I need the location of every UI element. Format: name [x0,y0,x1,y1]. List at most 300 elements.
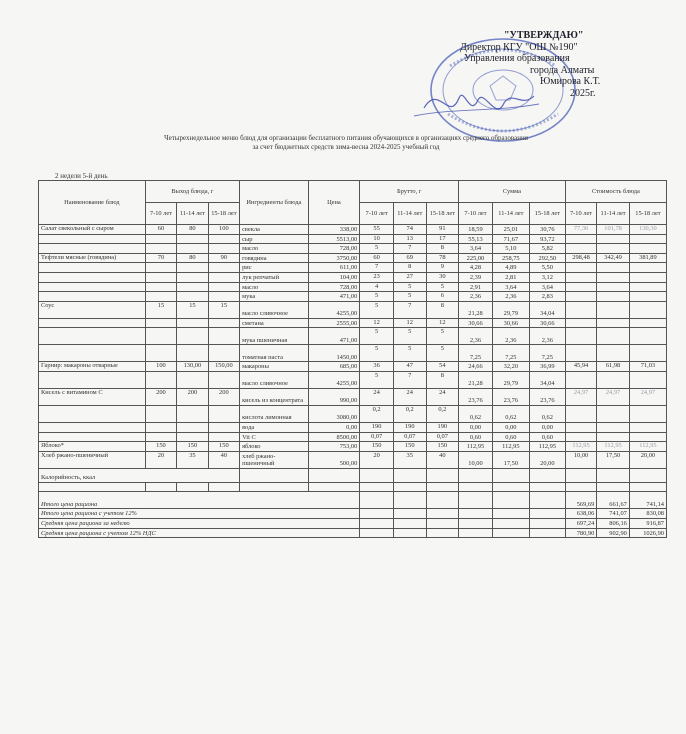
dish-name [39,345,146,362]
empty-cell [492,492,529,509]
approval-block [444,30,674,99]
title-line-2: за счет бюджетных средств зима-весна 2024-2025 учебный год [252,143,440,151]
cost-cell: 101,78 [597,225,630,235]
output-cell [145,244,176,254]
cost-cell [629,263,666,273]
gross-cell: 0,07 [426,432,459,442]
sum-cell: 225,00 [459,253,493,263]
sum-cell: 258,75 [492,253,529,263]
gross-cell: 0,2 [360,405,394,422]
sum-cell: 23,76 [459,388,493,405]
empty-cell [360,492,394,509]
ingredient-name: масло [240,244,309,254]
price-cell: 8500,00 [308,432,360,442]
dish-name [39,318,146,328]
ingredient-name: вода [240,422,309,432]
price-cell: 338,00 [308,225,360,235]
cost-cell [597,432,630,442]
ingredient-name: мука [240,292,309,302]
table-row [39,371,667,388]
price-cell: 685,00 [308,362,360,372]
cost-cell [565,272,596,282]
gross-cell: 54 [426,362,459,372]
empty-cell [529,492,565,509]
price-cell: 471,00 [308,328,360,345]
output-cell [208,328,239,345]
header-age3: 15-18 лет [208,203,239,225]
sum-cell: 7,25 [459,345,493,362]
cost-cell [629,282,666,292]
ingredient-name: масло [240,282,309,292]
price-cell: 104,00 [308,272,360,282]
gross-cell: 150 [426,442,459,452]
cost-cell [565,292,596,302]
sum-cell: 20,00 [529,451,565,468]
gross-cell: 24 [360,388,394,405]
gross-cell: 5 [360,371,394,388]
total-value: 780,90 [565,528,596,538]
price-cell: 5513,00 [308,234,360,244]
total-value: 741,14 [629,492,666,509]
header-age2: 11-14 лет [177,203,208,225]
dish-name [39,244,146,254]
approval-line-6: 2025г. [570,87,596,99]
sum-cell: 71,67 [492,234,529,244]
gross-cell: 5 [426,282,459,292]
total-label: Средняя цена рациона за неделю [39,518,360,528]
sum-cell: 2,91 [459,282,493,292]
output-cell [177,371,208,388]
cost-cell [597,405,630,422]
output-cell [208,405,239,422]
price-cell: 1450,00 [308,345,360,362]
sum-cell: 3,64 [529,282,565,292]
sum-cell: 21,28 [459,301,493,318]
dish-name [39,432,146,442]
ingredient-name: сыр [240,234,309,244]
table-row [39,234,667,244]
menu-table [38,180,667,538]
header-age1: 7-10 лет [145,203,176,225]
gross-cell: 24 [426,388,459,405]
sum-cell: 0,62 [529,405,565,422]
sum-cell: 0,60 [492,432,529,442]
output-cell [208,292,239,302]
output-cell: 150 [177,442,208,452]
output-cell: 15 [177,301,208,318]
output-cell: 150,00 [208,362,239,372]
sum-cell: 29,79 [492,371,529,388]
cost-cell: 71,03 [629,362,666,372]
sum-cell: 34,04 [529,301,565,318]
empty-cell [492,482,529,492]
empty-cell [459,468,493,482]
empty-cell [597,482,630,492]
output-cell [145,318,176,328]
output-cell: 15 [145,301,176,318]
gross-cell: 13 [393,234,426,244]
sum-cell: 2,39 [459,272,493,282]
cost-cell [597,318,630,328]
sum-cell: 7,25 [492,345,529,362]
price-cell: 2555,00 [308,318,360,328]
empty-cell [426,468,459,482]
sum-cell: 112,95 [459,442,493,452]
gross-cell: 5 [393,292,426,302]
table-row [39,405,667,422]
empty-cell [145,482,176,492]
total-row [39,492,667,509]
ingredient-name: кислота лимонная [240,405,309,422]
empty-cell [529,509,565,519]
cost-cell: 61,98 [597,362,630,372]
cost-cell: 24,97 [565,388,596,405]
sum-cell: 23,76 [529,388,565,405]
sum-cell: 0,62 [492,405,529,422]
gross-cell: 7 [393,301,426,318]
approval-line-2: Директор КГУ "ОШ №190" [460,41,578,53]
cost-cell: 77,36 [565,225,596,235]
output-cell [145,234,176,244]
header-gross: Брутто, г [360,181,459,203]
price-cell: 3080,00 [308,405,360,422]
sum-cell: 0,60 [529,432,565,442]
gross-cell: 7 [393,244,426,254]
table-row [39,451,667,468]
price-cell: 728,00 [308,244,360,254]
cost-cell [565,345,596,362]
empty-cell [629,468,666,482]
sum-cell: 30,76 [529,225,565,235]
empty-cell [393,468,426,482]
approval-line-3: Управления образования [464,53,570,64]
ingredient-name: томатная паста [240,345,309,362]
ingredient-name: масло сливочное [240,371,309,388]
cost-cell [597,328,630,345]
output-cell: 90 [208,253,239,263]
sum-cell: 5,10 [492,244,529,254]
price-cell: 611,00 [308,263,360,273]
output-cell [145,422,176,432]
gross-cell: 5 [393,345,426,362]
sum-cell: 112,95 [529,442,565,452]
gross-cell: 20 [360,451,394,468]
gross-cell: 5 [360,345,394,362]
gross-cell: 7 [360,263,394,273]
header-ingredients: Ингредиенты блюда [240,181,309,225]
output-cell: 15 [208,301,239,318]
table-row [39,244,667,254]
table-row [39,388,667,405]
dish-name: Гарнир: макароны отварные [39,362,146,372]
sum-cell: 3,64 [492,282,529,292]
cost-cell [597,292,630,302]
empty-cell [426,509,459,519]
sum-cell: 292,50 [529,253,565,263]
output-cell: 80 [177,253,208,263]
total-value: 569,69 [565,492,596,509]
day-label: 2 недели 5-й день [55,172,108,180]
cost-cell [565,328,596,345]
output-cell: 35 [177,451,208,468]
table-row [39,422,667,432]
empty-cell [529,518,565,528]
gross-cell: 5 [426,345,459,362]
sum-cell: 21,28 [459,371,493,388]
cost-cell [629,422,666,432]
sum-cell: 30,66 [492,318,529,328]
gross-cell: 4 [360,282,394,292]
ingredient-name: мука пшеничная [240,328,309,345]
output-cell [145,405,176,422]
empty-cell [393,509,426,519]
output-cell: 200 [145,388,176,405]
output-cell [208,371,239,388]
gross-cell: 17 [426,234,459,244]
output-cell [145,272,176,282]
sum-cell: 0,62 [459,405,493,422]
dish-name: Кисель с витамином С [39,388,146,405]
header-age1: 7-10 лет [459,203,493,225]
price-cell: 471,00 [308,292,360,302]
cost-cell [629,405,666,422]
table-row [39,362,667,372]
output-cell [177,318,208,328]
sum-cell: 24,66 [459,362,493,372]
output-cell: 150 [208,442,239,452]
output-cell: 200 [177,388,208,405]
gross-cell: 5 [426,328,459,345]
sum-cell: 0,60 [459,432,493,442]
gross-cell: 6 [426,292,459,302]
total-value: 830,08 [629,509,666,519]
cost-cell [629,301,666,318]
output-cell [145,345,176,362]
sum-cell: 0,00 [529,422,565,432]
output-cell: 20 [145,451,176,468]
cost-cell [565,301,596,318]
sum-cell: 32,20 [492,362,529,372]
price-cell: 4255,00 [308,371,360,388]
cost-cell [597,244,630,254]
output-cell: 200 [208,388,239,405]
empty-cell [492,509,529,519]
empty-cell [360,528,394,538]
ingredient-name: макароны [240,362,309,372]
gross-cell: 12 [426,318,459,328]
header-age1: 7-10 лет [565,203,596,225]
price-cell: 990,00 [308,388,360,405]
header-dish: Наименование блюд [39,181,146,225]
ingredient-name: хлеб ржано-пшеничный [240,451,309,468]
output-cell [177,292,208,302]
cost-cell [565,263,596,273]
output-cell [177,234,208,244]
approval-line-5: Юмирова К.Т. [540,76,601,87]
sum-cell: 3,64 [459,244,493,254]
header-age3: 15-18 лет [629,203,666,225]
gross-cell: 5 [393,282,426,292]
cost-cell [629,272,666,282]
dish-name [39,292,146,302]
dish-name [39,272,146,282]
cost-cell [597,371,630,388]
cost-cell: 381,89 [629,253,666,263]
output-cell [177,405,208,422]
ingredient-name: масло сливочное [240,301,309,318]
sum-cell: 93,72 [529,234,565,244]
output-cell [208,432,239,442]
gross-cell: 8 [393,263,426,273]
gross-cell: 5 [360,301,394,318]
sum-cell: 112,95 [492,442,529,452]
document-title [96,134,596,152]
empty-cell [597,468,630,482]
gross-cell: 12 [360,318,394,328]
cost-cell [629,318,666,328]
output-cell [177,328,208,345]
table-row [39,253,667,263]
output-cell: 80 [177,225,208,235]
output-cell [145,282,176,292]
empty-cell [459,509,493,519]
gross-cell: 23 [360,272,394,282]
cost-cell [629,328,666,345]
empty-cell [426,492,459,509]
gross-cell: 78 [426,253,459,263]
gross-cell: 8 [426,371,459,388]
total-value: 661,67 [597,492,630,509]
ingredient-name: Vit C [240,432,309,442]
sum-cell: 2,36 [459,292,493,302]
sum-cell: 18,59 [459,225,493,235]
sum-cell: 30,66 [459,318,493,328]
gross-cell: 91 [426,225,459,235]
cost-cell: 20,00 [629,451,666,468]
table-row [39,292,667,302]
gross-cell: 55 [360,225,394,235]
empty-cell [426,518,459,528]
table-row [39,442,667,452]
price-cell: 500,00 [308,451,360,468]
cost-cell [597,422,630,432]
gross-cell: 35 [393,451,426,468]
gross-cell: 30 [426,272,459,282]
cost-cell [597,345,630,362]
empty-cell [459,492,493,509]
header-price: Цена [308,181,360,225]
total-value: 638,06 [565,509,596,519]
sum-cell: 55,13 [459,234,493,244]
output-cell [177,272,208,282]
empty-cell [360,518,394,528]
empty-cell [393,482,426,492]
cost-cell: 112,95 [565,442,596,452]
price-cell: 728,00 [308,282,360,292]
header-output: Выход блюда, г [145,181,239,203]
gross-cell: 40 [426,451,459,468]
cost-cell [629,432,666,442]
calories-row [39,468,667,482]
dish-name: Салат свекольный с сыром [39,225,146,235]
cost-cell [565,234,596,244]
output-cell [177,282,208,292]
cost-cell [597,272,630,282]
gross-cell: 150 [393,442,426,452]
sum-cell: 5,50 [529,263,565,273]
output-cell [208,345,239,362]
dish-name [39,405,146,422]
gross-cell: 5 [393,328,426,345]
table-row [39,282,667,292]
cost-cell: 24,97 [629,388,666,405]
empty-cell [360,509,394,519]
total-label: Итого цена рациона с учетом 12% [39,509,360,519]
empty-cell [492,468,529,482]
table-row [39,318,667,328]
output-cell [177,422,208,432]
cost-cell [629,234,666,244]
gross-cell: 47 [393,362,426,372]
cost-cell: 17,50 [597,451,630,468]
output-cell: 100 [145,362,176,372]
output-cell: 60 [145,225,176,235]
total-row [39,518,667,528]
gross-cell: 7 [393,371,426,388]
total-row [39,528,667,538]
gross-cell: 27 [393,272,426,282]
empty-cell [308,468,360,482]
empty-cell [208,482,239,492]
output-cell [145,432,176,442]
ingredient-name: свекла [240,225,309,235]
empty-cell [393,492,426,509]
sum-cell: 2,36 [529,328,565,345]
table-row [39,272,667,282]
header-age2: 11-14 лет [393,203,426,225]
calories-label: Калорийность, ккал [39,468,240,482]
output-cell: 70 [145,253,176,263]
sum-cell: 2,36 [492,328,529,345]
sum-cell: 4,89 [492,263,529,273]
empty-cell [240,468,309,482]
cost-cell: 10,00 [565,451,596,468]
dish-name [39,422,146,432]
header-age1: 7-10 лет [360,203,394,225]
approval-line-4: города Алматы [530,64,595,76]
sum-cell: 3,12 [529,272,565,282]
empty-cell [393,528,426,538]
dish-name [39,328,146,345]
output-cell [208,263,239,273]
output-cell [208,234,239,244]
output-cell [208,422,239,432]
output-cell [208,272,239,282]
output-cell [145,328,176,345]
table-row [39,432,667,442]
output-cell [208,318,239,328]
cost-cell: 45,94 [565,362,596,372]
empty-cell [360,482,394,492]
cost-cell [565,318,596,328]
empty-cell [492,528,529,538]
header-age2: 11-14 лет [597,203,630,225]
dish-name [39,263,146,273]
cost-cell [597,234,630,244]
empty-cell [565,482,596,492]
gross-cell: 69 [393,253,426,263]
sum-cell: 2,81 [492,272,529,282]
